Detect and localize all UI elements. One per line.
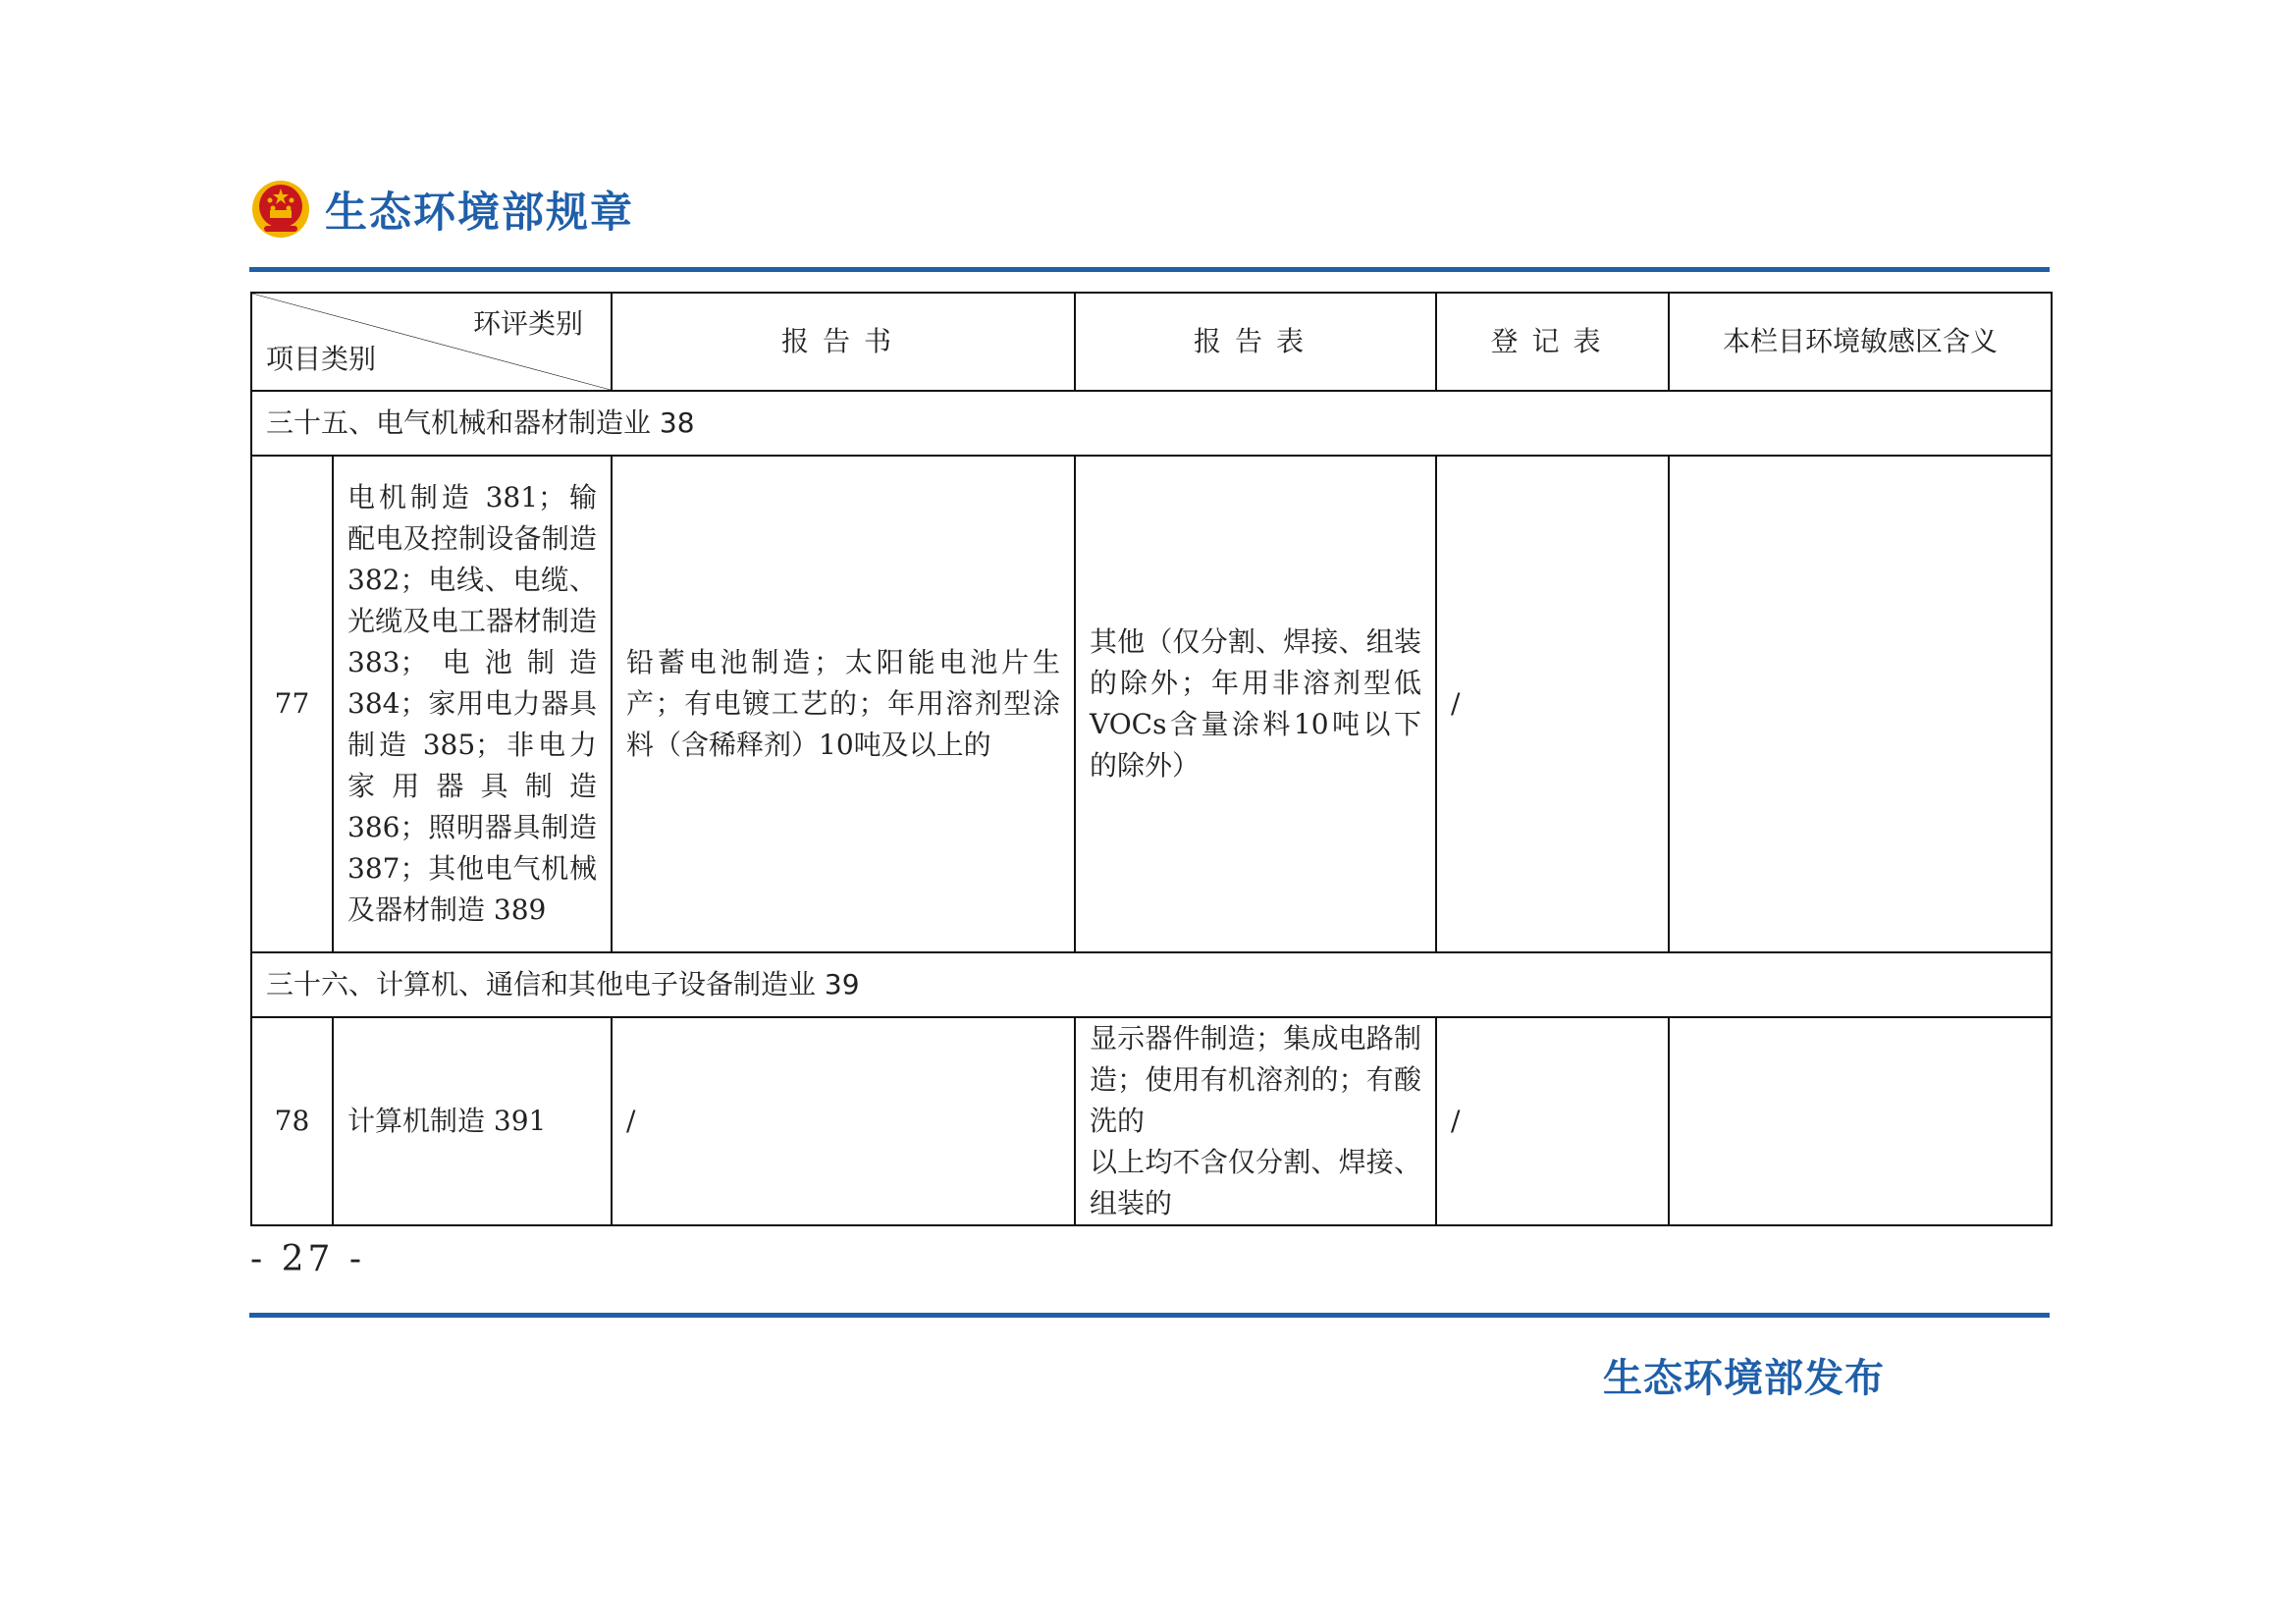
diagonal-header-cell bbox=[251, 293, 612, 391]
footer-publisher: 生态环境部发布 bbox=[1603, 1356, 1885, 1401]
project-category: 计算机制造 391 bbox=[333, 1017, 612, 1225]
report-book-header: 报告书 bbox=[612, 293, 1075, 391]
section-35-title: 三十五、电气机械和器材制造业 38 bbox=[251, 391, 2052, 456]
sensitive-area-cell bbox=[1669, 1017, 2052, 1225]
eia-category-table bbox=[250, 292, 2053, 1226]
header-rule bbox=[249, 267, 2050, 272]
sensitive-area-cell bbox=[1669, 456, 2052, 952]
register-form-header: 登记表 bbox=[1436, 293, 1669, 391]
row-number: 78 bbox=[251, 1017, 333, 1225]
report-form-cell: 其他（仅分割、焊接、组装的除外；年用非溶剂型低VOCs含量涂料10吨以下的除外） bbox=[1075, 456, 1436, 952]
section-row bbox=[251, 952, 2052, 1017]
national-emblem-icon bbox=[250, 179, 311, 240]
report-book-cell: 铅蓄电池制造；太阳能电池片生产；有电镀工艺的；年用溶剂型涂料（含稀释剂）10吨及以上的 bbox=[612, 456, 1075, 952]
page-number: - 27 - bbox=[250, 1239, 366, 1279]
table-row bbox=[251, 1017, 2052, 1225]
section-36-title: 三十六、计算机、通信和其他电子设备制造业 39 bbox=[251, 952, 2052, 1017]
page-header bbox=[250, 175, 634, 243]
header-title: 生态环境部规章 bbox=[325, 188, 634, 238]
row-number: 77 bbox=[251, 456, 333, 952]
report-form-line-2: 以上均不含仅分割、焊接、组装的 bbox=[1090, 1146, 1421, 1219]
project-class-label: 项目类别 bbox=[266, 343, 377, 375]
footer-rule bbox=[249, 1313, 2050, 1318]
register-form-cell: / bbox=[1436, 456, 1669, 952]
table-header-row bbox=[251, 293, 2052, 391]
register-form-cell: / bbox=[1436, 1017, 1669, 1225]
eia-class-label: 环评类别 bbox=[472, 307, 583, 340]
report-form-cell bbox=[1075, 1017, 1436, 1225]
report-form-header: 报告表 bbox=[1075, 293, 1436, 391]
section-row bbox=[251, 391, 2052, 456]
table-row bbox=[251, 456, 2052, 952]
report-book-cell: / bbox=[612, 1017, 1075, 1225]
report-form-line-1: 显示器件制造；集成电路制造；使用有机溶剂的；有酸洗的 bbox=[1090, 1022, 1421, 1137]
project-category: 电机制造 381；输配电及控制设备制造 382；电线、电缆、光缆及电工器材制造 383；电池制造 384；家用电力器具制造 385；非电力家用器具制造 386；照明器具制造 387；其他电气机械及器材制造 389 bbox=[333, 456, 612, 952]
sensitive-area-header: 本栏目环境敏感区含义 bbox=[1669, 293, 2052, 391]
